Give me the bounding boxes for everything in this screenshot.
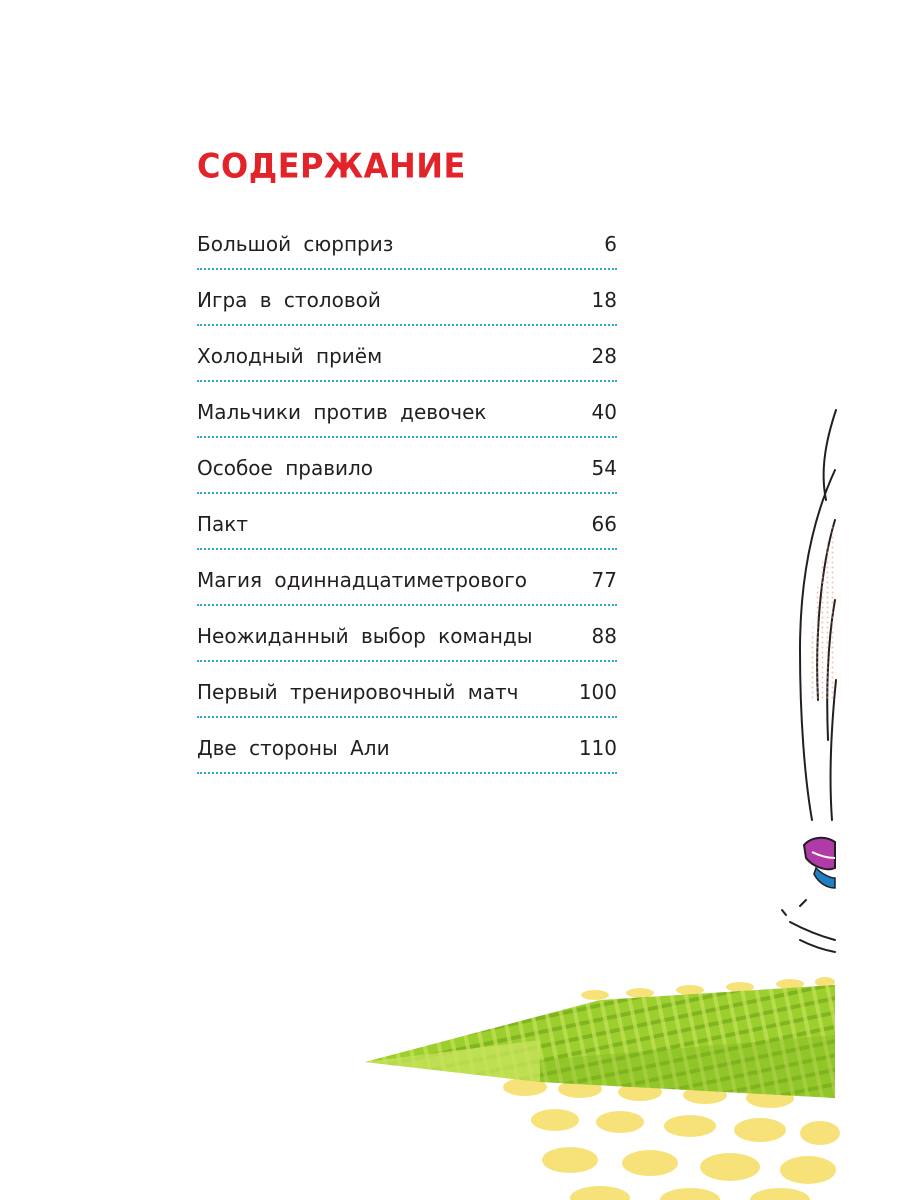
page-number: 18 xyxy=(591,288,617,312)
toc-entry[interactable] xyxy=(197,664,617,720)
page-number: 54 xyxy=(591,456,617,480)
sneaker-icon xyxy=(804,838,835,888)
chapter-title: Особое правило xyxy=(197,456,374,480)
page-number: 77 xyxy=(591,568,617,592)
toc-entry[interactable] xyxy=(197,720,617,776)
chapter-title: Магия одиннадцатиметрового xyxy=(197,568,527,592)
chapter-title: Большой сюрприз xyxy=(197,232,394,256)
page-number: 100 xyxy=(578,680,617,704)
page-title: СОДЕРЖАНИЕ xyxy=(197,146,466,186)
chapter-title: Мальчики против девочек xyxy=(197,400,487,424)
chapter-title: Пакт xyxy=(197,512,249,536)
page-number: 66 xyxy=(591,512,617,536)
halftone-shading xyxy=(811,520,835,700)
toc-entry[interactable] xyxy=(197,384,617,440)
chapter-title: Две стороны Али xyxy=(197,736,390,760)
toc-entry[interactable] xyxy=(197,608,617,664)
page-number: 110 xyxy=(578,736,617,760)
yellow-spots xyxy=(503,977,840,1200)
chapter-title: Холодный приём xyxy=(197,344,383,368)
page-number: 40 xyxy=(591,400,617,424)
toc-entry[interactable] xyxy=(197,440,617,496)
page-number: 28 xyxy=(591,344,617,368)
chapter-title: Неожиданный выбор команды xyxy=(197,624,533,648)
chapter-title: Первый тренировочный матч xyxy=(197,680,519,704)
grass-pitch xyxy=(365,985,835,1098)
toc-entry[interactable] xyxy=(197,216,617,272)
toc-entry[interactable] xyxy=(197,496,617,552)
chapter-title: Игра в столовой xyxy=(197,288,381,312)
player-figure-sketch xyxy=(782,410,836,952)
table-of-contents xyxy=(197,216,617,776)
page-number: 88 xyxy=(591,624,617,648)
toc-entry[interactable] xyxy=(197,552,617,608)
toc-entry[interactable] xyxy=(197,328,617,384)
page-number: 6 xyxy=(604,232,617,256)
toc-entry[interactable] xyxy=(197,272,617,328)
